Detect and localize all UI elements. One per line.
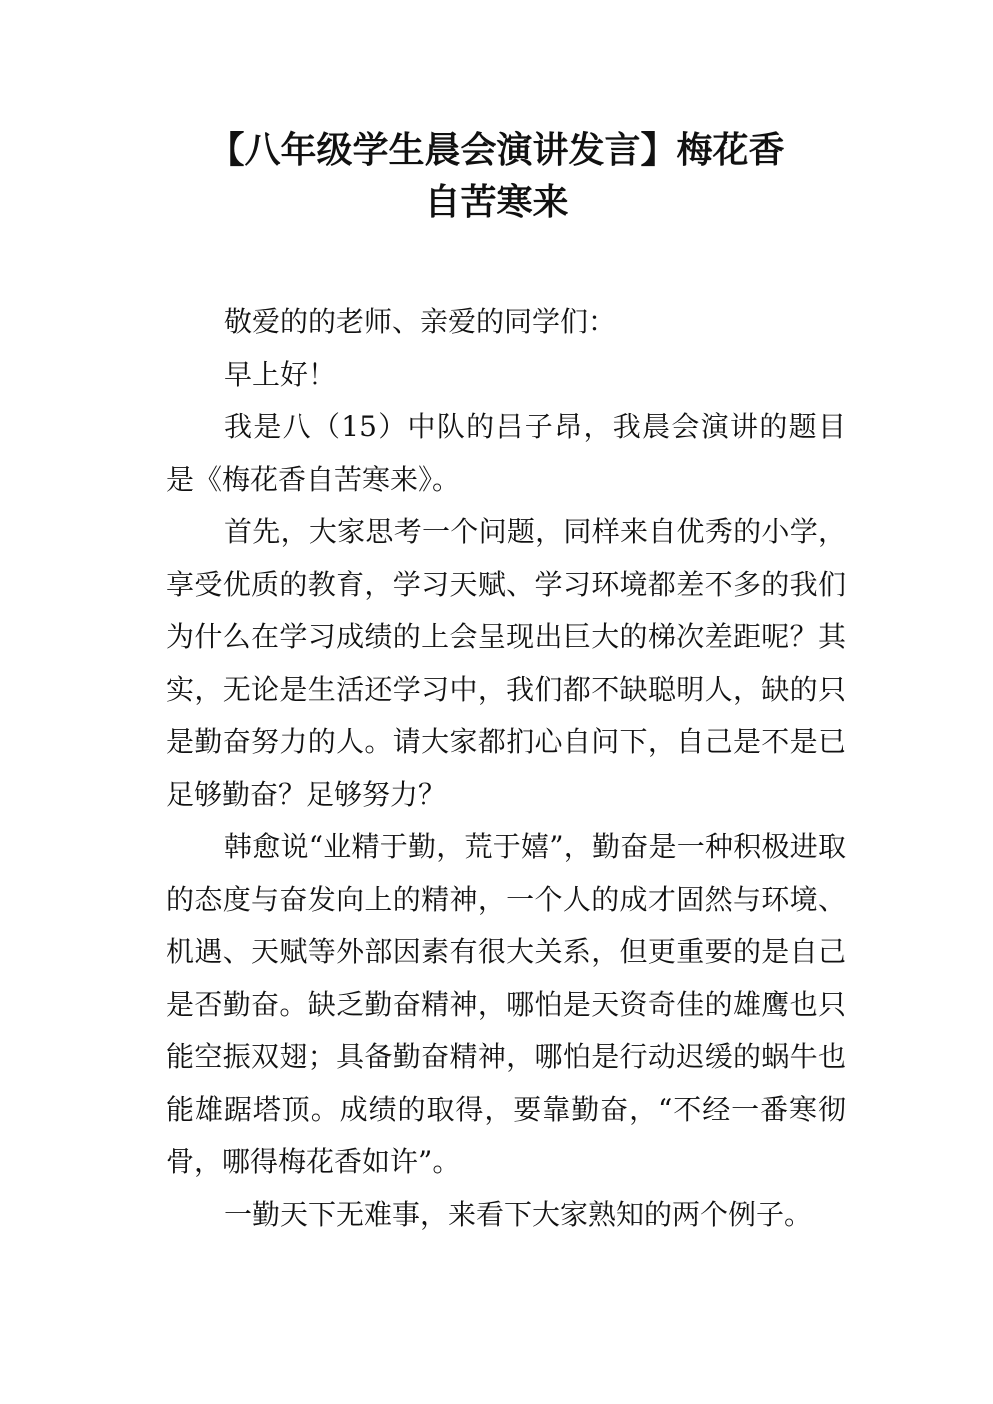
document-body: [166, 296, 846, 1241]
salutation-paragraph: 敬爱的的老师、亲爱的同学们：: [224, 305, 617, 338]
diligence-paragraph: 韩愈说“业精于勤，荒于嬉”，勤奋是一种积极进取的态度与奋发向上的精神，一个人的成才固然与环境、机遇、天赋等外部因素有很大关系，但更重要的是自己是否勤奋。缺乏勤奋精神，哪怕是天资奇佳的雄鹰也只能空振双翅；具备勤奋精神，哪怕是行动迟缓的蜗牛也能雄踞塔顶。成绩的取得，要靠勤奋，“不经一番寒彻骨，哪得梅花香如许”。: [166, 830, 846, 1178]
examples-paragraph: 一勤天下无难事，来看下大家熟知的两个例子。: [224, 1197, 813, 1231]
introduction-paragraph: 我是八（15）中队的吕子昂，我晨会演讲的题目是《梅花香自苦寒来》。: [166, 410, 846, 496]
greeting-paragraph: 早上好！: [224, 357, 337, 391]
document-title-line-1: 【八年级学生晨会演讲发言】梅花香: [208, 130, 785, 171]
question-paragraph: 首先，大家思考一个问题，同样来自优秀的小学，享受优质的教育，学习天赋、学习环境都差不多的我们为什么在学习成绩的上会呈现出巨大的梯次差距呢？其实，无论是生活还学习中，我们都不缺聪明人，缺的只是勤奋努力的人。请大家都扪心自问下，自己是不是已足够勤奋？足够努力？: [166, 515, 846, 811]
document-title-line-2: 自苦寒来: [424, 182, 569, 223]
